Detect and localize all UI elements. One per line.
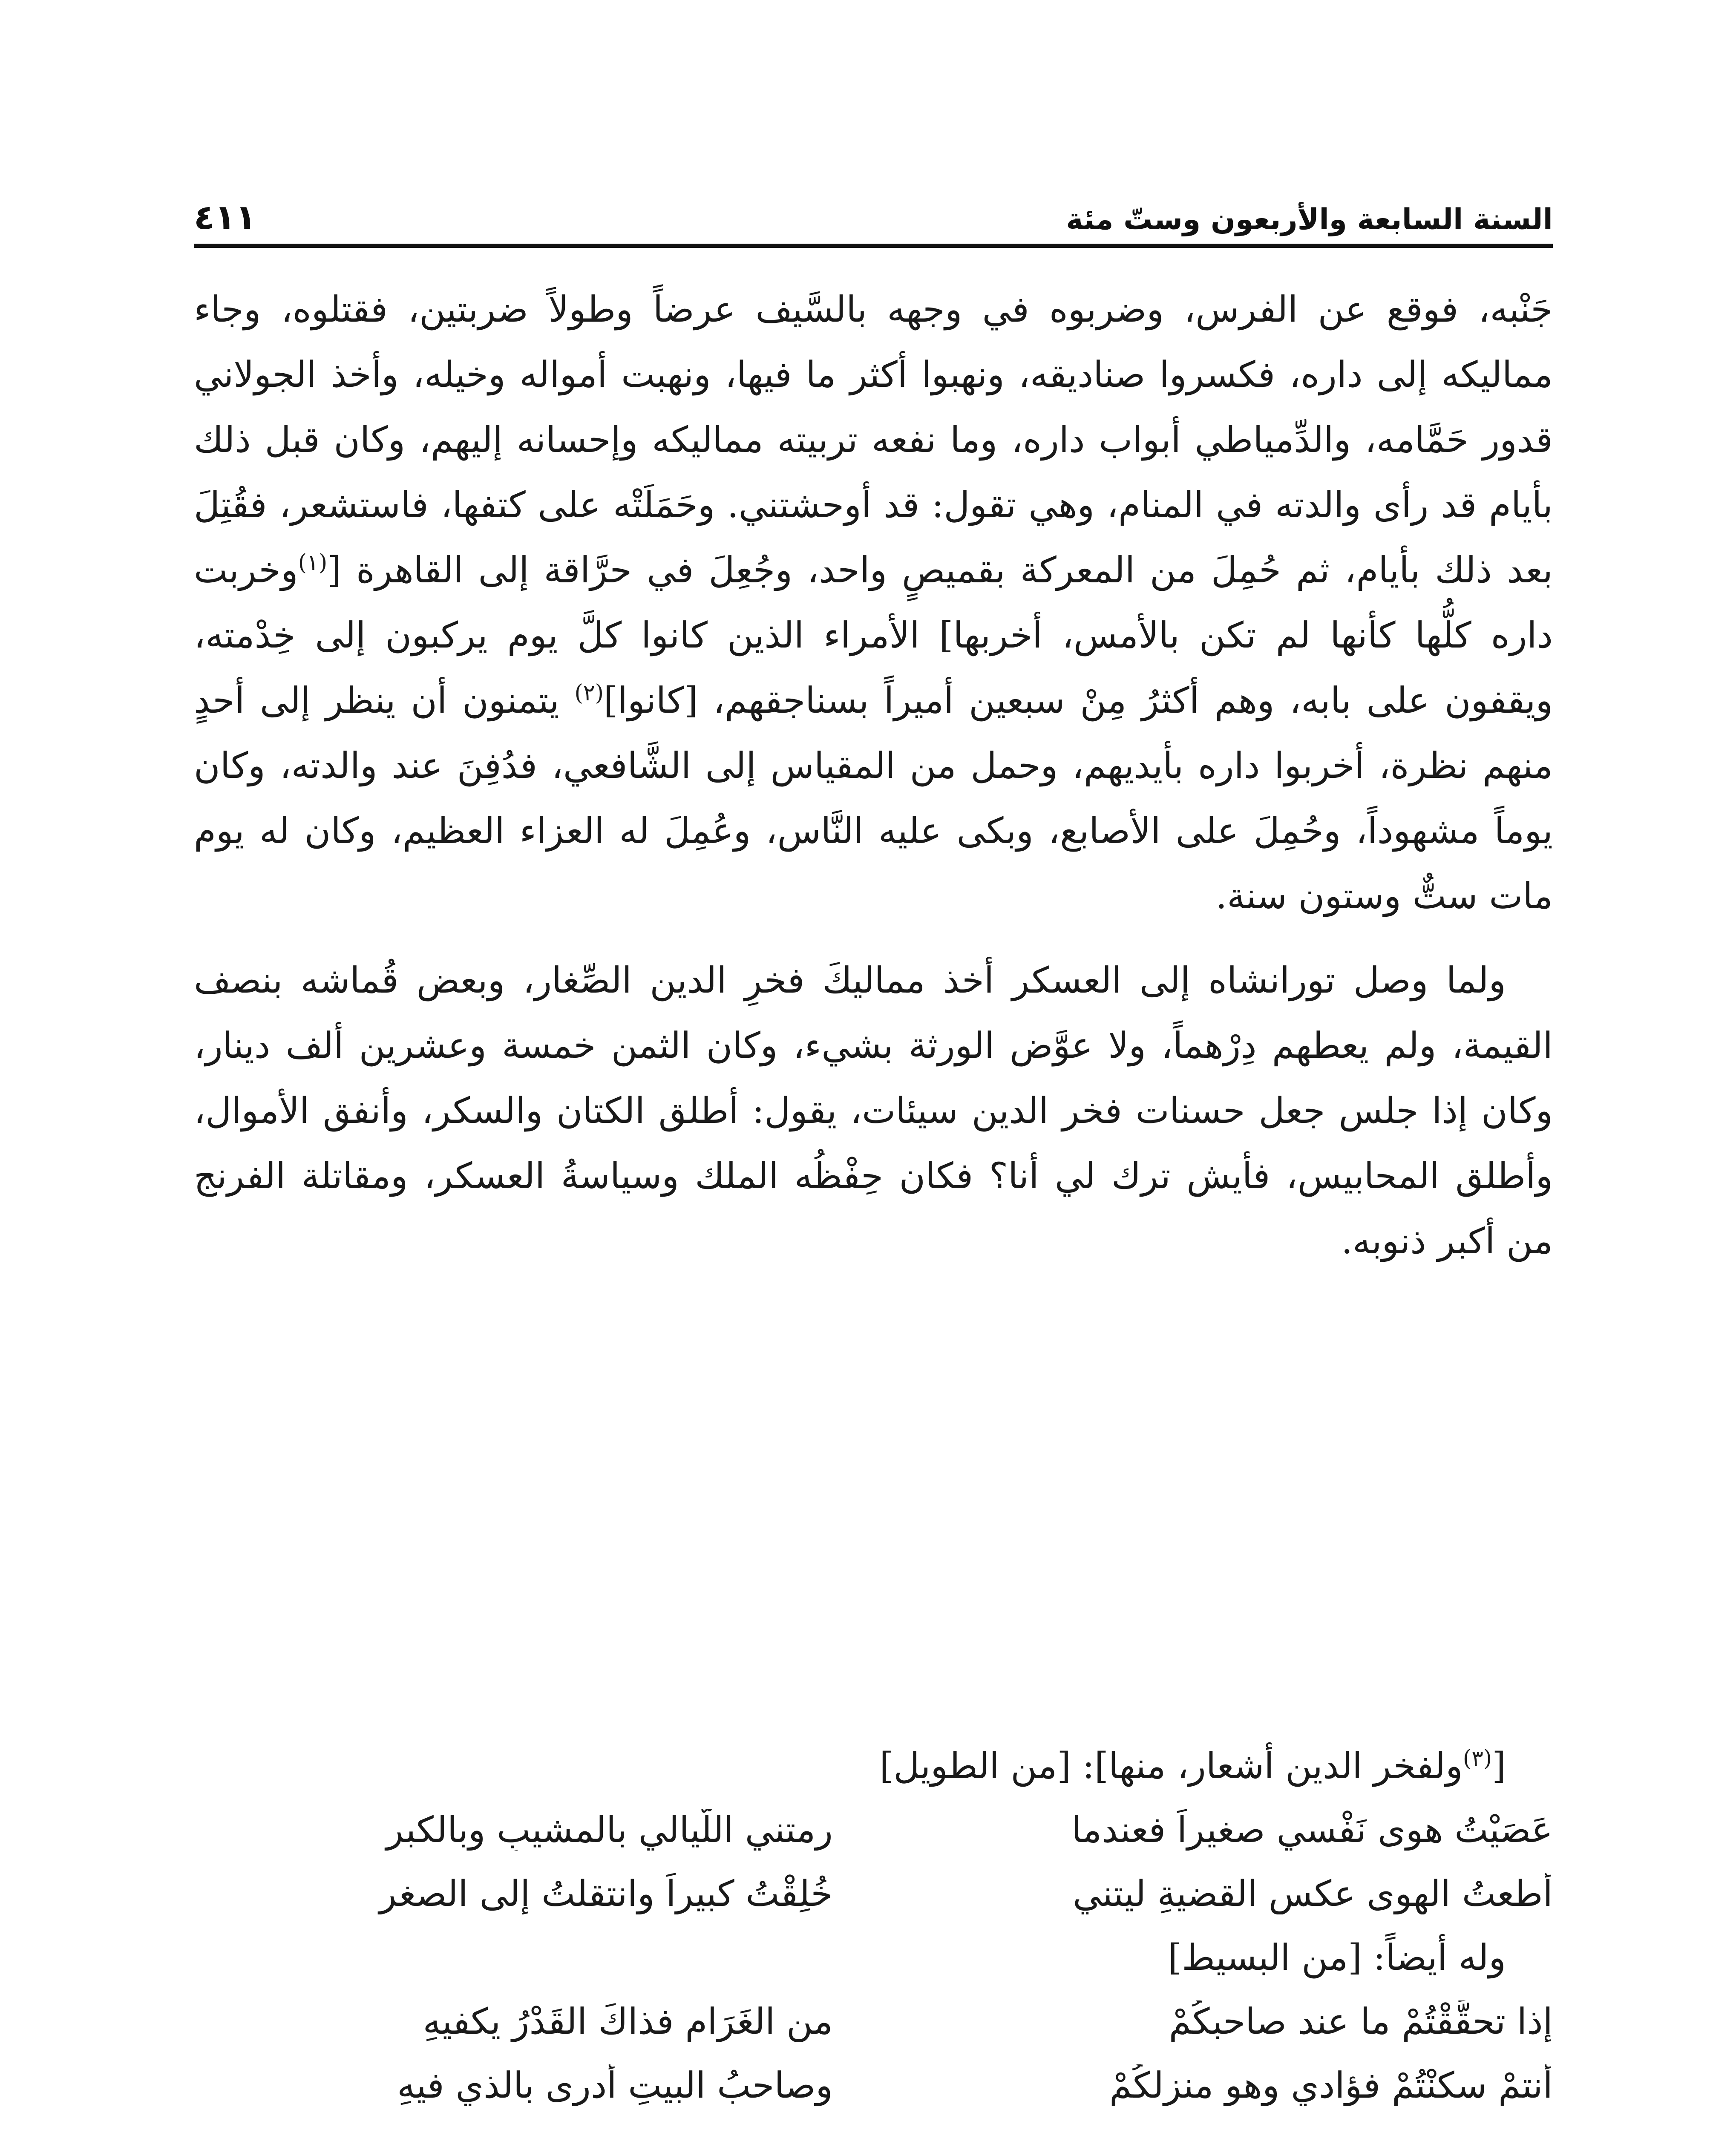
verse-second-hemistich: خُلِقْتُ كبيراً وانتقلتُ إلى الصغر [379,1873,833,1914]
footnote-marker-2[interactable]: (٢) [574,680,604,706]
verse-row [194,1862,1553,1926]
paragraph-1 [194,277,1553,929]
verse-second-hemistich: رمتني اللَّيالي بالمشيبِ وبالكبرِ [386,1809,833,1851]
text-line: وهم أكثرُ مِنْ سبعين أميراً بسناجقهم، [كانوا] [604,679,1275,721]
header-rule [194,244,1553,248]
text-line: الملك وسياسةُ العسكر، ومقاتلة الفرنج من أكبر ذنوبه. [194,1155,1553,1262]
paragraph-2 [194,948,1553,1274]
verse-row [194,1798,1553,1862]
text-line: وجاء مماليكه إلى داره، فكسروا صناديقه، ونهبوا أكثر ما فيها، ونهبت أمواله وخيله، [194,288,1553,395]
verse-row [194,2053,1553,2117]
text-line: أوحشتني. وحَمَلَتْه على كتفها، فاستشعر، فقُتِلَ بعد ذلك بأيام، ثم حُمِلَ من المعركة [194,484,1553,591]
text-line: يوم مات ستٌّ وستون سنة. [194,810,1553,917]
text-line: جَنْبه، فوقع عن الفرس، وضربوه في وجهه بالسَّيف عرضاً وطولاً ضربتين، فقتلوه، [281,288,1553,330]
page-header [194,183,1553,237]
verse-first-hemistich: عَصَيْتُ هوى نَفْسي صغيراً فعندما [1071,1809,1553,1851]
poem-2-intro: وله أيضاً: [من البسيط] [1168,1937,1506,1978]
text-line: وإحسانه إليهم، وكان قبل ذلك بأيام قد رأى والدته في المنام، وهي تقول: قد [194,419,1553,526]
text-line: بقميصٍ واحد، وجُعِلَ في حرَّاقة إلى القاهرة [ [327,549,1005,591]
text-line: بنصف القيمة، ولم يعطهم دِرْهماً، ولا عوَّض الورثة بشيء، وكان الثمن خمسة [194,959,1553,1066]
verse-first-hemistich: أطعتُ الهوى عكس القضيةِ ليتني [1073,1873,1553,1914]
verse-first-hemistich: إذا تحقَّقْتُمْ ما عند صاحبكُمْ [1169,2000,1553,2042]
text-line: وعشرين ألف دينار، وكان إذا جلس جعل حسنات فخر الدين سيئات، يقول: أطلق [194,1025,1553,1131]
text-line: بالأمس، أخربها] الأمراء الذين كانوا كلَّ يوم يركبون إلى خِدْمته، ويقفون على بابه، [194,614,1553,721]
verse-row [194,1989,1553,2053]
verse-second-hemistich: وصاحبُ البيتِ أدرى بالذي فيهِ [397,2064,833,2106]
text-line: الكتان والسكر، وأنفق الأموال، وأطلق المحابيس، فأيش ترك لي أنا؟ فكان حِفْظُه [194,1090,1553,1197]
running-title: السنة السابعة والأربعون وستّ مئة [1066,203,1553,236]
main-text [194,277,1553,1274]
text-line: ولما وصل تورانشاه إلى العسكر أخذ مماليكَ فخرِ الدين الصِّغار، وبعض قُماشه [300,959,1506,1001]
verse-first-hemistich: أنتمْ سكنْتُمْ فؤادي وهو منزلكُمْ [1109,2064,1553,2106]
text-line: وخربت داره كلُّها كأنها لم تكن [194,549,1553,656]
text-line: أخربوا داره بأيديهم، وحمل من المقياس إلى الشَّافعي، فدُفِنَ عند والدته، وكان يوماً [194,745,1553,852]
footnote-marker-3[interactable]: (٣) [1463,1746,1492,1771]
text-line: وأخذ الجولاني قدور حَمَّامه، والدِّمياطي أبواب داره، وما نفعه تربيته مماليكه [194,354,1553,461]
text-line: مشهوداً، وحُمِلَ على الأصابع، وبكى عليه النَّاس، وعُمِلَ له العزاء العظيم، وكان له [259,810,1480,852]
verse-second-hemistich: من الغَرَامِ فذاكَ القَدْرُ يكفيهِ [423,2000,833,2042]
footnote-marker-1[interactable]: (١) [298,550,328,576]
poem-1-block [194,1734,1553,2117]
poem-1-intro: [$^{(٣)}$ولفخر الدين أشعار، منها]: [من الطويل] [879,1745,1506,1787]
page-number: ٤١١ [194,197,256,237]
text-line: يتمنون أن ينظر إلى أحدٍ منهم نظرة، [194,679,1553,786]
